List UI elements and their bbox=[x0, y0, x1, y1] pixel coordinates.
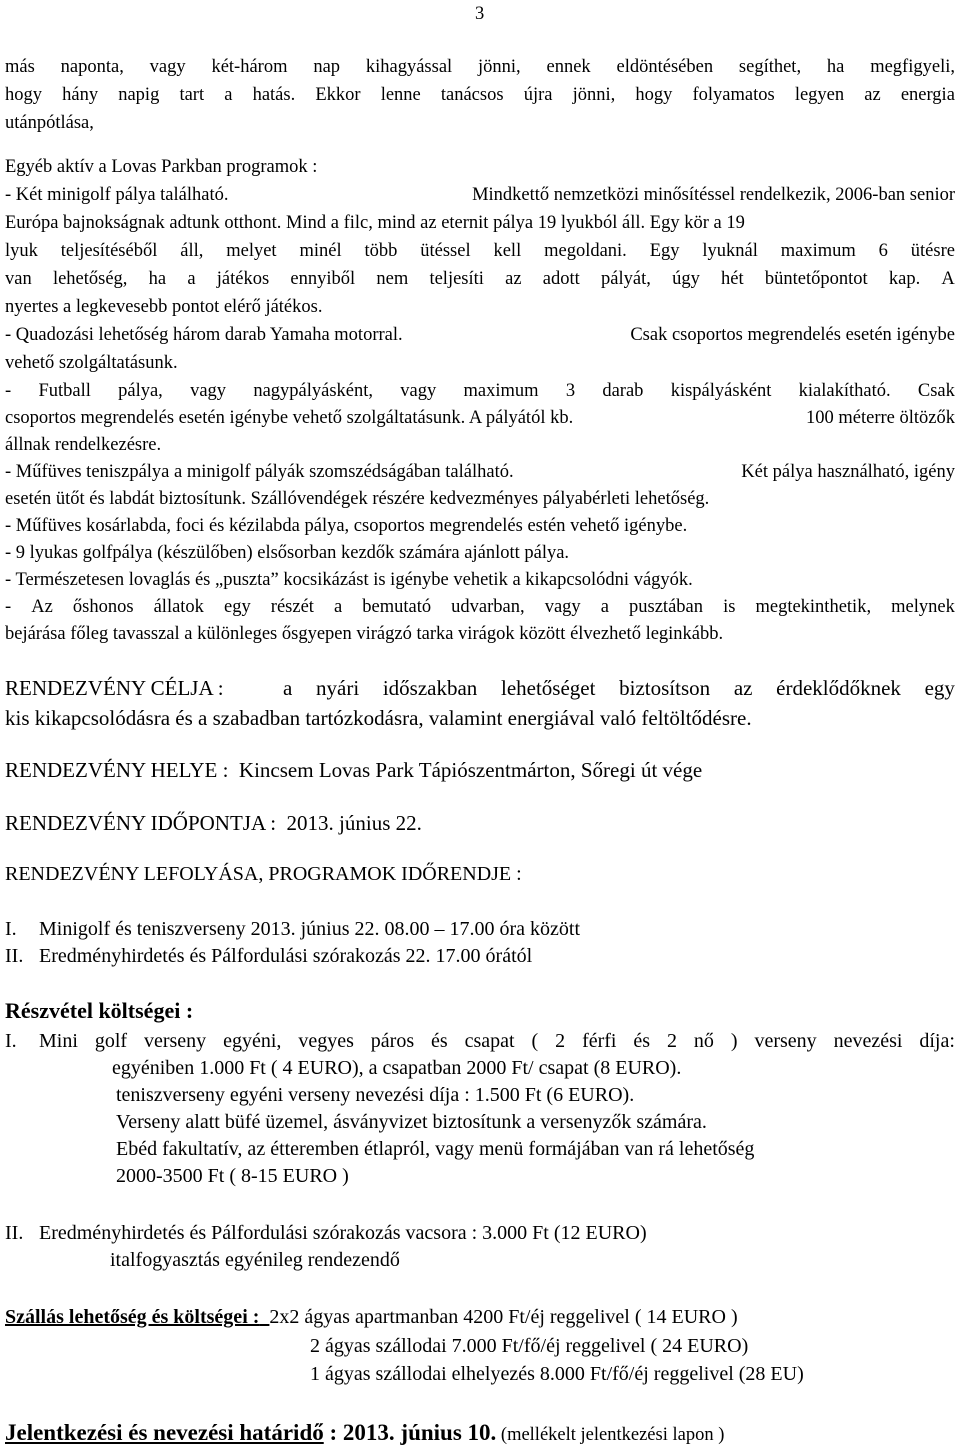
word: lenne bbox=[380, 85, 421, 105]
costs-item-2-text: Eredményhirdetés és Pálfordulási szórakozás vacsora : 3.000 Ft (12 EURO) bbox=[39, 1222, 647, 1244]
date-value: 2013. június 22. bbox=[286, 811, 422, 835]
tennis-line-2: esetén ütőt és labdát biztosítunk. Szállóvendégek részére kedvezményes pályabérleti lehetőség. bbox=[5, 489, 710, 509]
word: az bbox=[505, 269, 522, 289]
word: van bbox=[5, 269, 32, 289]
accommodation-line-2: 2 ágyas szállodai 7.000 Ft/fő/éj reggelivel ( 24 EURO) bbox=[310, 1335, 749, 1357]
word: kihagyással bbox=[365, 57, 453, 77]
costs-item-1-line-6: 2000-3500 Ft ( 8-15 EURO ) bbox=[116, 1165, 349, 1187]
word: naponta, bbox=[60, 57, 124, 77]
schedule-item-text: Minigolf és teniszverseny 2013. június 22. 08.00 – 17.00 óra között bbox=[39, 918, 581, 940]
word: vagy bbox=[190, 381, 227, 401]
word: vegyes bbox=[298, 1030, 354, 1052]
word: időszakban bbox=[382, 676, 478, 700]
word: megtekinthetik, bbox=[755, 597, 872, 617]
place-value: Kincsem Lovas Park Tápiószentmárton, Sőregi út vége bbox=[238, 758, 703, 782]
costs-item-number: II. bbox=[5, 1222, 24, 1244]
word: adott bbox=[542, 269, 580, 289]
word: ennek bbox=[546, 57, 591, 77]
word: teljesíti bbox=[429, 269, 484, 289]
riding-line: - Természetesen lovaglás és „puszta” kocsikázást is igénybe vehetik a kikapcsolódni vágyók. bbox=[5, 570, 693, 590]
word: Ekkor bbox=[315, 85, 361, 105]
word: biztosítson bbox=[619, 676, 711, 700]
place-label: RENDEZVÉNY HELYE : bbox=[5, 758, 229, 782]
word: Csak bbox=[917, 381, 955, 401]
word: hatás. bbox=[252, 85, 296, 105]
minigolf-line-2: Európa bajnokságnak adtunk otthont. Mind a filc, mind az eternit pálya 19 lyukból áll. Egy kör a 19 bbox=[5, 213, 745, 233]
costs-item-1-line-2: egyéniben 1.000 Ft ( 4 EURO), a csapatban 2000 Ft/ csapat (8 EURO). bbox=[112, 1057, 682, 1079]
word: hét bbox=[721, 269, 744, 289]
schedule-item-text: Eredményhirdetés és Pálfordulási szórakozás 22. 17.00 órától bbox=[39, 945, 533, 967]
word: részét bbox=[270, 597, 314, 617]
word: kell bbox=[493, 241, 522, 261]
word: egyéni, bbox=[223, 1030, 282, 1052]
word: vagy bbox=[149, 57, 186, 77]
minigolf-line-5: nyertes a legkevesebb pontot elérő játékos. bbox=[5, 297, 323, 317]
deadline-colon: : bbox=[323, 1420, 343, 1445]
word: jönni, bbox=[572, 85, 616, 105]
word: melynek bbox=[891, 597, 955, 617]
word: és bbox=[633, 1030, 651, 1052]
word: a bbox=[224, 85, 233, 105]
word: az bbox=[733, 676, 753, 700]
word: ha bbox=[148, 269, 167, 289]
football-line-2 bbox=[5, 406, 955, 430]
word: és bbox=[431, 1030, 448, 1052]
word: segíthet, bbox=[738, 57, 802, 77]
word: ) bbox=[730, 1030, 738, 1052]
word: verseny bbox=[143, 1030, 207, 1052]
page-number: 3 bbox=[475, 4, 485, 24]
deadline-date: 2013. június 10. bbox=[342, 1420, 497, 1445]
minigolf-line-3 bbox=[5, 239, 955, 263]
word: pályát, bbox=[601, 269, 651, 289]
schedule-heading: RENDEZVÉNY LEFOLYÁSA, PROGRAMOK IDŐRENDJE : bbox=[5, 863, 522, 885]
word: maximum bbox=[780, 241, 856, 261]
costs-item-number: I. bbox=[5, 1030, 17, 1052]
date-label: RENDEZVÉNY IDŐPONTJA : bbox=[5, 811, 277, 835]
word: pusztában bbox=[629, 597, 703, 617]
goal-line-2: kis kikapcsolódásra és a szabadban tartózkodásra, valamint energiával való feltöltődésre. bbox=[5, 706, 752, 730]
quad-line-2: vehető szolgáltatásunk. bbox=[5, 353, 178, 373]
word: tanácsos bbox=[440, 85, 504, 105]
schedule-item-2 bbox=[5, 944, 532, 968]
word: ennyiből bbox=[290, 269, 356, 289]
costs-item-1-line-1 bbox=[5, 1029, 955, 1053]
word: Az bbox=[31, 597, 53, 617]
word: Csak csoportos megrendelés esetén igénybe bbox=[630, 325, 955, 345]
word: hogy bbox=[635, 85, 673, 105]
word: nagypályásként, bbox=[253, 381, 374, 401]
word: minél bbox=[299, 241, 342, 261]
word: verseny bbox=[754, 1030, 817, 1052]
word: maximum bbox=[463, 381, 539, 401]
goal-line-1 bbox=[5, 676, 955, 700]
deadline-label: Jelentkezési és nevezési határidő bbox=[5, 1420, 324, 1445]
animals-line-2: bejárása főleg tavasszal a különleges ősgyepen virágzó tarka virágok között élvezhető leginkább. bbox=[5, 624, 724, 644]
word: ha bbox=[826, 57, 845, 77]
place-line bbox=[5, 758, 702, 782]
word: tart bbox=[179, 85, 205, 105]
football-line-1 bbox=[5, 379, 955, 403]
accommodation-line-3: 1 ágyas szállodai elhelyezés 8.000 Ft/fő/éj reggelivel (28 EU) bbox=[310, 1363, 804, 1385]
word: legyen bbox=[794, 85, 845, 105]
word: férfi bbox=[582, 1030, 617, 1052]
word: más bbox=[5, 57, 35, 77]
word: teljesítéséből bbox=[60, 241, 158, 261]
accommodation-line-1 bbox=[5, 1305, 738, 1329]
word: a bbox=[333, 597, 343, 617]
word: őshonos bbox=[72, 597, 134, 617]
word: - bbox=[5, 597, 12, 617]
word: érdeklődőknek bbox=[776, 676, 901, 700]
word: a bbox=[283, 676, 293, 700]
football-line-3: állnak rendelkezésre. bbox=[5, 435, 162, 455]
word: az bbox=[864, 85, 881, 105]
word: játékos bbox=[216, 269, 270, 289]
word: ütésre bbox=[910, 241, 955, 261]
deadline-note: (mellékelt jelentkezési lapon ) bbox=[500, 1425, 725, 1445]
deadline-line bbox=[5, 1421, 724, 1447]
word: büntetőpontot bbox=[764, 269, 868, 289]
word: díja: bbox=[919, 1030, 955, 1052]
word: is bbox=[723, 597, 736, 617]
word: nap bbox=[313, 57, 341, 77]
minigolf-line-1 bbox=[5, 183, 955, 207]
programs-heading: Egyéb aktív a Lovas Parkban programok : bbox=[5, 157, 318, 177]
word: melyet bbox=[226, 241, 277, 261]
word: 2 bbox=[667, 1030, 677, 1052]
word: lyuk bbox=[5, 241, 38, 261]
intro-line-3: utánpótlása, bbox=[5, 113, 94, 133]
costs-item-2-line-1 bbox=[5, 1221, 647, 1245]
word: megoldani. bbox=[544, 241, 627, 261]
golf9-line: - 9 lyukas golfpálya (készülőben) elsősorban kezdők számára ajánlott pálya. bbox=[5, 543, 570, 563]
word: kialakítható. bbox=[798, 381, 891, 401]
word: nevezési bbox=[833, 1030, 903, 1052]
tennis-line-1 bbox=[5, 460, 955, 484]
word: A bbox=[941, 269, 955, 289]
word: egy bbox=[224, 597, 251, 617]
word: Mini bbox=[39, 1030, 78, 1052]
costs-item-1-line-3: teniszverseny egyéni verseny nevezési díja : 1.500 Ft (6 EURO). bbox=[116, 1084, 635, 1106]
schedule-item-number: I. bbox=[5, 918, 17, 940]
goal-words bbox=[283, 676, 955, 700]
word: folyamatos bbox=[692, 85, 775, 105]
word: golf bbox=[94, 1030, 128, 1052]
word: úgy bbox=[672, 269, 700, 289]
word: a bbox=[600, 597, 609, 617]
word: kap. bbox=[888, 269, 921, 289]
word: - Két minigolf pálya található. bbox=[5, 185, 229, 205]
word: vagy bbox=[400, 381, 437, 401]
word: jönni, bbox=[478, 57, 521, 77]
word: pálya, bbox=[118, 381, 163, 401]
date-line bbox=[5, 811, 422, 835]
word: két-három bbox=[211, 57, 288, 77]
word: a bbox=[187, 269, 196, 289]
word: napig bbox=[118, 85, 160, 105]
costs-item-1-line-5: Ebéd fakultatív, az étteremben étlapról, vagy menü formájában van rá lehetőség bbox=[116, 1138, 755, 1160]
word: áll, bbox=[180, 241, 204, 261]
word: ütéssel bbox=[420, 241, 471, 261]
quad-line-1 bbox=[5, 323, 955, 347]
word: nő bbox=[693, 1030, 714, 1052]
word: 3 bbox=[565, 381, 576, 401]
schedule-item-1 bbox=[5, 917, 580, 941]
goal-label: RENDEZVÉNY CÉLJA : bbox=[5, 676, 224, 700]
word: kispályásként bbox=[670, 381, 772, 401]
word: újra bbox=[523, 85, 553, 105]
word: ( bbox=[531, 1030, 539, 1052]
word: Mindkettő nemzetközi minősítéssel rendelkezik, 2006-ban senior bbox=[472, 185, 955, 205]
word: páros bbox=[370, 1030, 415, 1052]
word: eldöntésében bbox=[616, 57, 714, 77]
word: Egy bbox=[649, 241, 680, 261]
word: udvarban, bbox=[451, 597, 525, 617]
costs-heading: Részvétel költségei : bbox=[5, 998, 194, 1023]
word: megfigyeli, bbox=[870, 57, 955, 77]
word: nyári bbox=[316, 676, 360, 700]
word: - bbox=[5, 381, 12, 401]
word: több bbox=[364, 241, 398, 261]
word: csoportos megrendelés esetén igénybe vehető szolgáltatásunk. A pályától kb. bbox=[5, 408, 574, 428]
word: - Quadozási lehetőség három darab Yamaha motorral. bbox=[5, 325, 403, 345]
word: hány bbox=[62, 85, 99, 105]
word: darab bbox=[602, 381, 644, 401]
word: 6 bbox=[878, 241, 888, 261]
word: lyuknál bbox=[702, 241, 758, 261]
intro-line-1 bbox=[5, 55, 955, 79]
schedule-item-number: II. bbox=[5, 945, 24, 967]
word: állatok bbox=[153, 597, 204, 617]
basketball-line: - Műfüves kosárlabda, foci és kézilabda pálya, csoportos megrendelés estén vehető igénybe. bbox=[5, 516, 688, 536]
costs-item-2-line-2: italfogyasztás egyénileg rendezendő bbox=[110, 1249, 400, 1271]
costs-item-1-line-4: Verseny alatt büfé üzemel, ásványvizet biztosítunk a versenyzők számára. bbox=[116, 1111, 707, 1133]
accommodation-option: 2x2 ágyas apartmanban 4200 Ft/éj reggelivel ( 14 EURO ) bbox=[269, 1306, 738, 1328]
word: Két pálya használható, igény bbox=[741, 462, 955, 482]
word: 100 méterre öltözők bbox=[806, 408, 955, 428]
word: egy bbox=[924, 676, 955, 700]
word: - Műfüves teniszpálya a minigolf pályák szomszédságában található. bbox=[5, 462, 514, 482]
minigolf-line-4 bbox=[5, 267, 955, 291]
word: csapat bbox=[464, 1030, 515, 1052]
intro-line-2 bbox=[5, 83, 955, 107]
word: lehetőség, bbox=[52, 269, 128, 289]
costs-item-1-words bbox=[39, 1029, 955, 1053]
animals-line-1 bbox=[5, 595, 955, 619]
word: Futball bbox=[38, 381, 91, 401]
word: lehetőséget bbox=[500, 676, 596, 700]
word: nem bbox=[376, 269, 409, 289]
word: energia bbox=[900, 85, 955, 105]
accommodation-label: Szállás lehetőség és költségei : bbox=[5, 1306, 260, 1328]
word: hogy bbox=[5, 85, 42, 105]
word: bemutató bbox=[362, 597, 432, 617]
word: 2 bbox=[555, 1030, 566, 1052]
word: vagy bbox=[544, 597, 581, 617]
